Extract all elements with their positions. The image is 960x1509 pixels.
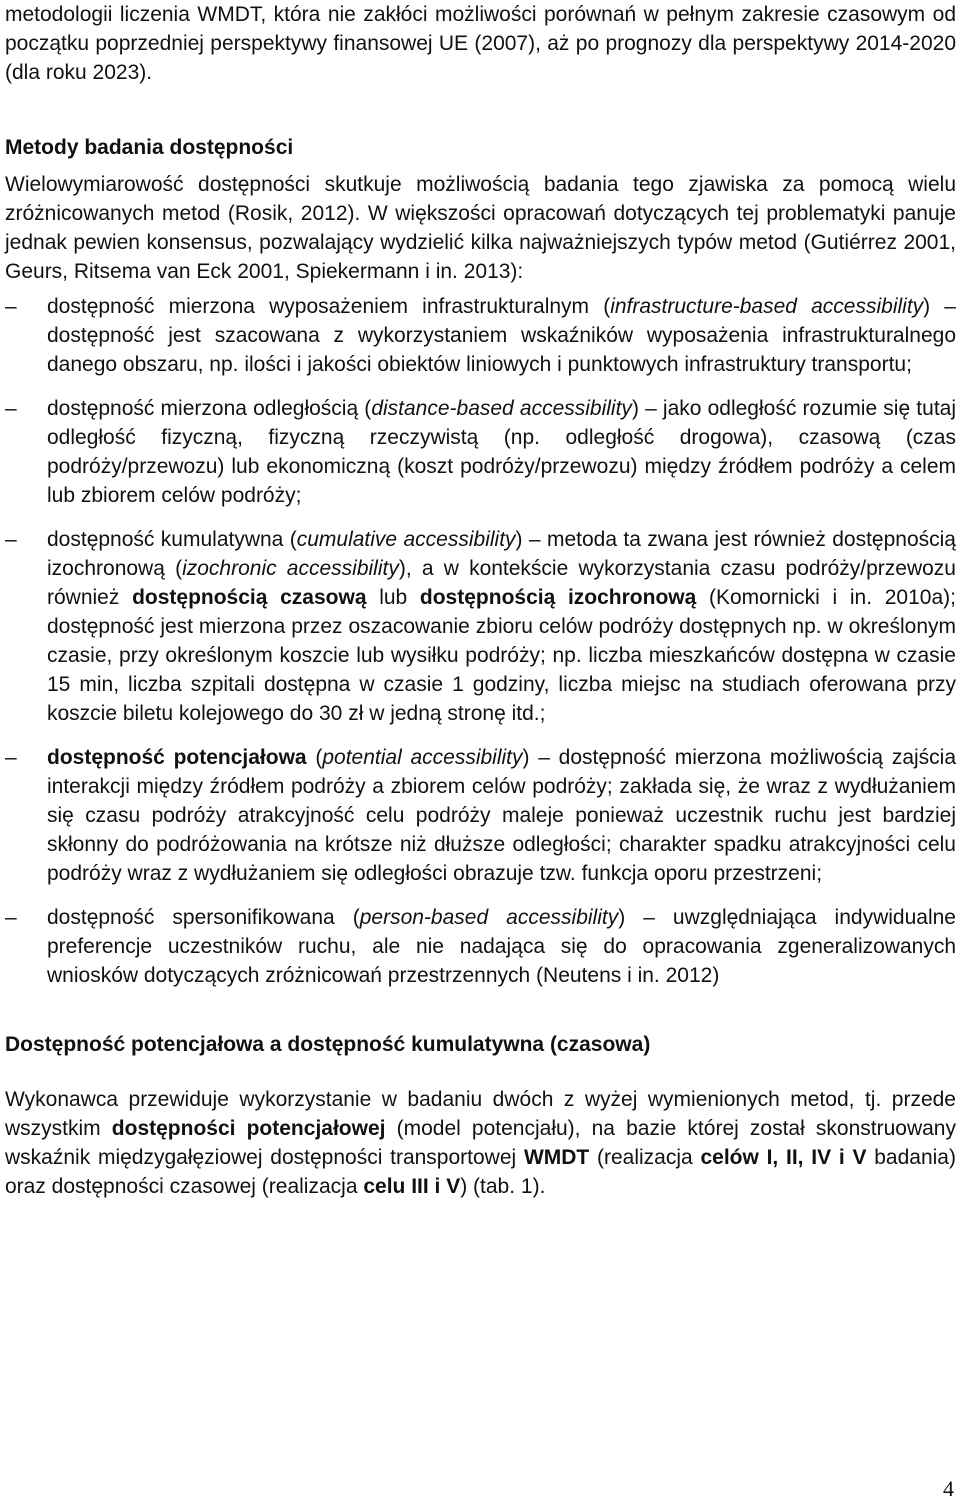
dash-bullet: – [5,397,17,420]
item-text: ) – jako odległość rozumie się tutaj odległość fizyczną, fizyczną rzeczywistą (np. odległość drogowa), czasową (czas podróży/przewozu) lub ekonomiczną (koszt podróży/przewozu) między źródłem podróży a celem lub zbiorem celów podróży; [47,397,956,507]
item-text: ) – dostępność jest szacowana z wykorzystaniem wskaźników wyposażenia infrastrukturalnego danego obszaru, np. ilości i jakości obiektów liniowych i punktowych infrastruktury transportu; [47,295,956,376]
list-item [5,292,956,379]
potential-paragraph [5,1085,956,1201]
list-item [5,525,956,728]
item-term: distance-based accessibility [371,397,632,420]
paragraph-emphasis: dostępności potencjałowej [111,1117,386,1140]
paragraph-text: (model potencjału), na bazie której został skonstruowany wskaźnik międzygałęziowej dostępności transportowej [5,1117,956,1169]
item-text: ) – metoda ta zwana jest również dostępnością izochronową ( [47,528,956,580]
dash-bullet: – [5,295,17,318]
item-text: dostępność mierzona wyposażeniem infrastrukturalnym ( [47,295,611,318]
dash-bullet: – [5,906,17,929]
section-heading-potential: Dostępność potencjałowa a dostępność kumulatywna (czasowa) [5,1033,651,1056]
paragraph-text: badania) oraz dostępności czasowej (realizacja [5,1146,956,1198]
item-text: ), a w kontekście wykorzystania czasu podróży/przewozu również [47,557,956,609]
paragraph-emphasis: WMDT [523,1146,590,1169]
item-text: lub [366,586,420,609]
dash-bullet: – [5,528,17,551]
list-item [5,394,956,510]
paragraph-text: ) (tab. 1). [460,1175,546,1198]
item-emphasis: dostępność potencjałowa [47,746,307,769]
paragraph-text: Wykonawca przewiduje wykorzystanie w badaniu dwóch z wyżej wymienionych metod, tj. przede wszystkim [5,1088,956,1140]
item-term: cumulative accessibility [296,528,516,551]
item-text: ) – uwzględniająca indywidualne preferencje uczestników ruchu, ale nie nadająca się do opracowania zgeneralizowanych wniosków dotyczących zróżnicowań przestrzennych (Neutens i in. 2012) [47,906,956,987]
item-text: dostępność mierzona odległością ( [47,397,372,420]
intro-paragraph: metodologii liczenia WMDT, która nie zakłóci możliwości porównań w pełnym zakresie czasowym od początku poprzedniej perspektywy finansowej UE (2007), aż po prognozy dla perspektywy 2014-2020 (dla roku 2023). [5,3,956,84]
document-page [5,0,956,1201]
paragraph-emphasis: celu III i V [363,1175,461,1198]
item-text: dostępność spersonifikowana ( [47,906,360,929]
page-number: 4 [943,1476,954,1501]
item-text: ) – dostępność mierzona możliwością zajścia interakcji między źródłem podróży a zbiorem celów podróży; zakłada się, że wraz z wydłużaniem się czasu podróży atrakcyjność celu podróży maleje ponieważ uczestnik ruchu jest bardziej skłonny do podróżowania na krótsze niż dłuższe odległości; charakter spadku atrakcyjności celu podróży wraz z wydłużaniem się odległości obrazuje tzw. funkcja oporu przestrzeni; [47,746,957,885]
item-text: (Komornicki i in. 2010a); dostępność jest mierzona przez oszacowanie zbioru celów podróży dostępnych np. w określonym czasie, przy określonym koszcie lub wysiłku podróży; np. liczba mieszkańców dostępna w czasie 15 min, liczba szpitali dostępna w czasie 1 godziny, liczba miejsc na studiach oferowana przy koszcie biletu kolejowego do 30 zł w jedną stronę itd.; [47,586,956,725]
item-term: infrastructure-based accessibility [610,295,924,318]
item-term: person-based accessibility [359,906,619,929]
dash-bullet: – [5,746,17,769]
methods-paragraph: Wielowymiarowość dostępności skutkuje możliwością badania tego zjawiska za pomocą wielu zróżnicowanych metod (Rosik, 2012). W większości opracowań dotyczących tej problematyki panuje jednak pewien konsensus, pozwalający wydzielić kilka najważniejszych typów metod (Gutiérrez 2001, Geurs, Ritsema van Eck 2001, Spiekermann i in. 2013): [5,173,956,283]
section-heading-methods: Metody badania dostępności [5,136,294,159]
list-item [5,743,956,888]
list-item [5,903,956,990]
item-term: izochronic accessibility [182,557,399,580]
paragraph-emphasis: celów I, II, IV i V [700,1146,867,1169]
item-emphasis: dostępnością czasową [132,586,367,609]
item-emphasis: dostępnością izochronową [419,586,697,609]
item-text: dostępność kumulatywna ( [47,528,297,551]
methods-list [5,292,956,990]
item-term: potential accessibility [322,746,523,769]
item-text: ( [306,746,323,769]
paragraph-text: (realizacja [589,1146,701,1169]
